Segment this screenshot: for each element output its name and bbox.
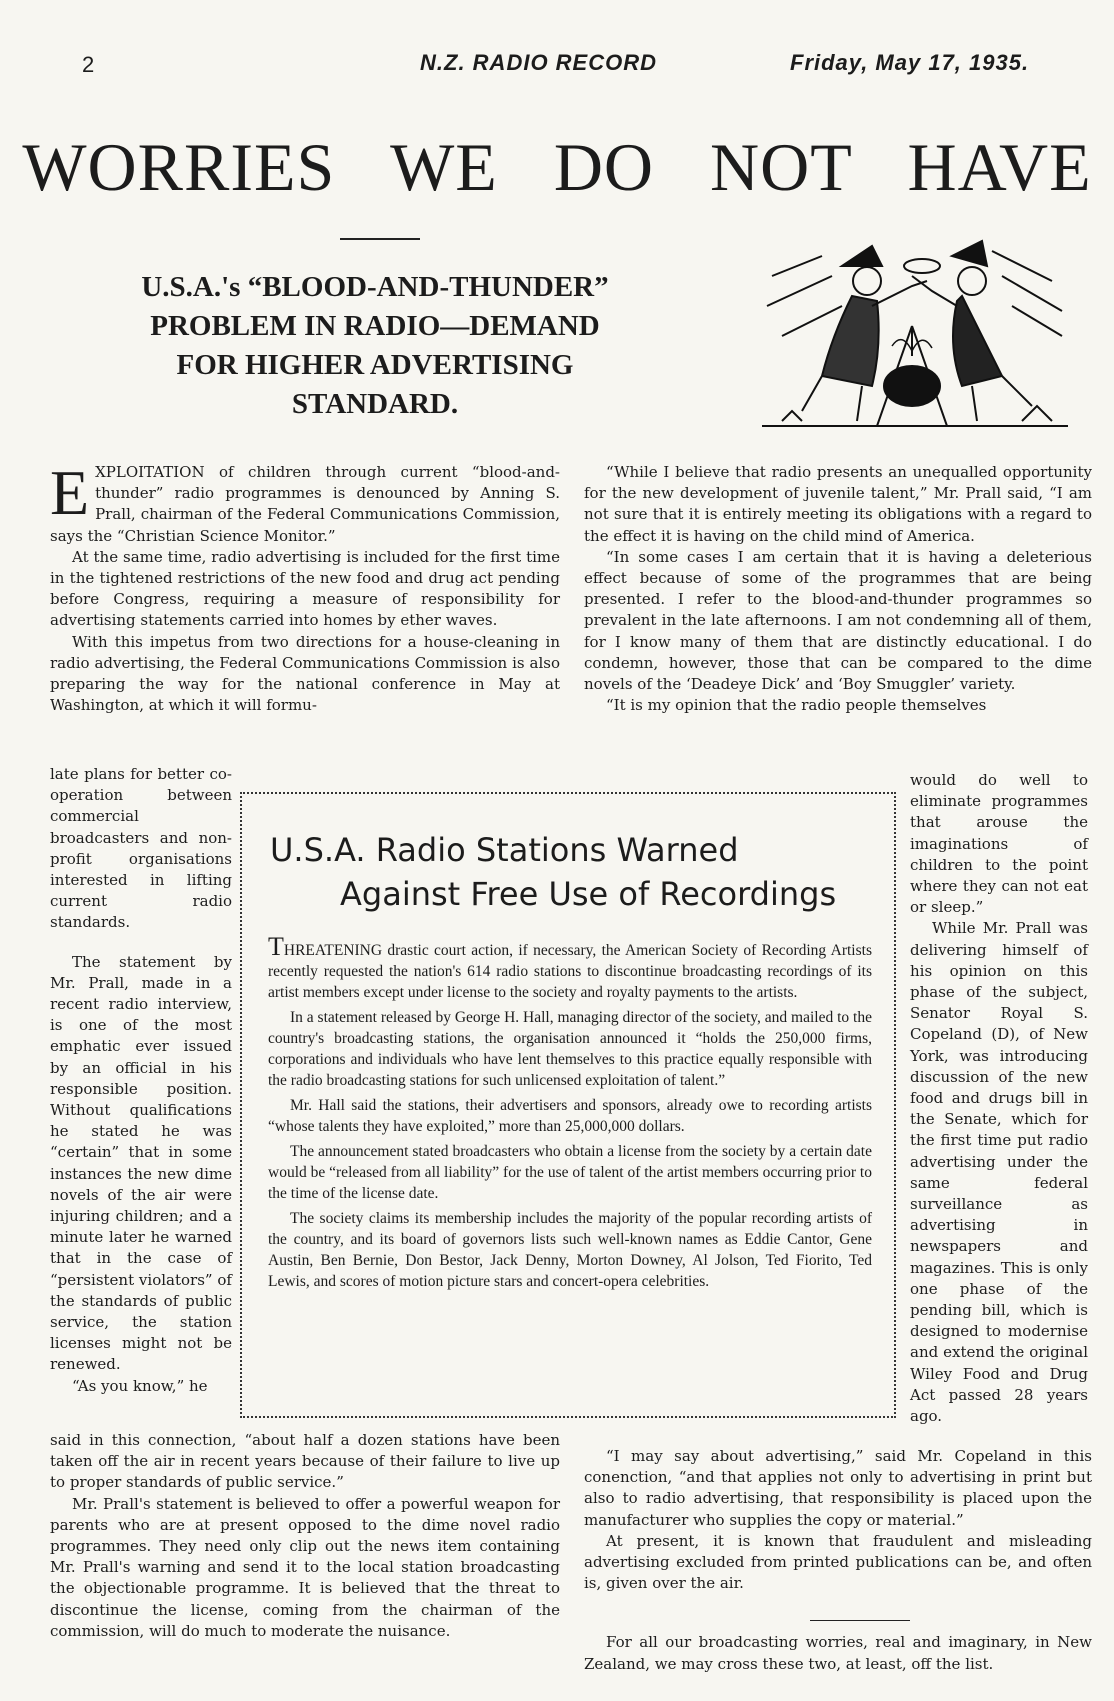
right-column-bottom xyxy=(584,1446,1092,1675)
paragraph: “I may say about advertising,” said Mr. Copeland in this conenction, “and that applies not only to advertising in print but also to radio advertising, that responsibility is placed upon the manufacturer who supplies the copy or material.” xyxy=(584,1447,1092,1529)
drop-cap: E xyxy=(50,457,90,528)
subheadline-line: FOR HIGHER ADVERTISING xyxy=(176,349,574,381)
page-number: 2 xyxy=(82,52,95,77)
paragraph: “As you know,” he xyxy=(72,1376,208,1395)
paragraph: The society claims its membership includes the majority of the popular recording artists of the country, and its board of governors lists such well-known names as Eddie Cantor, Gene Austin, Ben Bernie, Don Bestor, Jack Denny, Morton Downey, Al Jolson, Ted Fiorito, Ted Lewis, and scores of motion picture stars and concert-opera celebrities. xyxy=(268,1210,872,1290)
publication-name: N.Z. RADIO RECORD xyxy=(420,50,657,75)
right-column-narrow xyxy=(910,770,1088,1427)
paragraph: The statement by Mr. Prall, made in a recent radio interview, is one of the most emphatic ever issued by an official in his responsible position. Without qualifications he stated he was “certain” that in some instances the new dime novels of the air were injuring children; and a minute later he warned that in the case of “persistent violators” of the standards of public service, the station licenses might not be renewed. xyxy=(50,952,232,1374)
paragraph: said in this connection, “about half a dozen stations have been taken off the air in recent years because of their failure to live up to proper standards of public service.” xyxy=(50,1431,560,1492)
paragraph: “In some cases I am certain that it is having a deleterious effect because of some of the programmes that are being presented. I refer to the blood-and-thunder programmes so prevalent in the late afternoons. I am not condemning all of them, for I know many of them that are distinctly educational. I do condemn, however, those that can be compared to the dime novels of the ‘Deadeye Dick’ and ‘Boy Smuggler’ variety. xyxy=(584,547,1092,694)
left-column-top xyxy=(50,457,560,716)
paragraph: would do well to eliminate programmes that arouse the imaginations of children to the point where they can not eat or sleep.” xyxy=(910,771,1088,917)
left-column-narrow xyxy=(50,764,232,1397)
issue-date: Friday, May 17, 1935. xyxy=(790,50,1030,75)
divider xyxy=(810,1620,910,1621)
paragraph xyxy=(268,932,872,1003)
paragraph: The announcement stated broadcasters who obtain a license from the society by a certain date would be “released from all liability” for the use of talent of the artist members occurring prior to the time of the license date. xyxy=(268,1143,872,1202)
paragraph-text: HREATENING drastic court action, if necessary, the American Society of Recording Artists recently requested the nation's 614 radio stations to discontinue broadcasting recordings of its artist members except under license to the society and royalty payments to the artists. xyxy=(268,942,872,1001)
paragraph: In a statement released by George H. Hall, managing director of the society, and mailed to the country's broadcasting stations, the organisation announced it “holds the 250,000 firms, corporations and individuals who have lent themselves to this practice equally responsible with the radio broadcasting stations for such unlicensed exploitation of talent.” xyxy=(268,1009,872,1089)
paragraph xyxy=(50,457,560,547)
subheadline-line: PROBLEM IN RADIO—DEMAND xyxy=(150,310,600,342)
paragraph: For all our broadcasting worries, real and imaginary, in New Zealand, we may cross these two, at least, off the list. xyxy=(584,1633,1092,1673)
paragraph: Mr. Hall said the stations, their advertisers and sponsors, already owe to recording artists “whose talents they have exploited,” more than 25,000,000 dollars. xyxy=(268,1097,872,1135)
headline: WORRIES WE DO NOT HAVE xyxy=(22,129,1092,205)
divider xyxy=(340,238,420,240)
inset-article-title xyxy=(262,828,882,916)
inset-title-line: Against Free Use of Recordings xyxy=(340,875,837,913)
paragraph: Mr. Prall's statement is believed to offer a powerful weapon for parents who are at present opposed to the dime novel radio programmes. They need only clip out the news item containing Mr. Prall's warning and send it to the local station broadcasting the objectionable programme. It is believed that the threat to discontinue the license, coming from the chairman of the commission, will do much to moderate the nuisance. xyxy=(50,1494,560,1640)
paragraph: At present, it is known that fraudulent and misleading advertising excluded from printed publications can be, and often is, given over the air. xyxy=(584,1531,1092,1593)
drop-cap: T xyxy=(268,932,284,961)
subheadline-line: U.S.A.'s “BLOOD-AND-THUNDER” xyxy=(141,271,609,303)
witches-cauldron-illustration xyxy=(762,236,1068,436)
paragraph: “While I believe that radio presents an unequalled opportunity for the new development of juvenile talent,” Mr. Prall said, “I am not sure that it is entirely meeting its obligations with a regard to the effect it is having on the child mind of America. xyxy=(584,463,1092,545)
subheadline xyxy=(90,268,660,424)
right-column-top xyxy=(584,462,1092,716)
paragraph: While Mr. Prall was delivering himself of his opinion on this phase of the subject, Senator Royal S. Copeland (D), of New York, was introducing discussion of the new food and drugs bill in the Senate, which for the first time put radio advertising under the same federal surveillance as advertising in newspapers and magazines. This is only one phase of the pending bill, which is designed to modernise and extend the original Wiley Food and Drug Act passed 28 years ago. xyxy=(910,919,1088,1426)
paragraph: “It is my opinion that the radio people themselves xyxy=(606,696,987,715)
left-column-bottom xyxy=(50,1430,560,1642)
subheadline-line: STANDARD. xyxy=(291,388,459,420)
paragraph-text: XPLOITATION of children through current “blood-and-thunder” radio programmes is denounced by Anning S. Prall, chairman of the Federal Communications Commission, says the “Christian Science Monitor.” xyxy=(50,463,560,545)
paragraph: late plans for better co-operation between commercial broadcasters and non-profit organisations interested in lifting current radio standards. xyxy=(50,765,232,932)
paragraph: With this impetus from two directions for a house-cleaning in radio advertising, the Federal Communications Commission is also preparing the way for the national conference in May at Washington, at which it will formu- xyxy=(50,632,560,715)
inset-article-body xyxy=(268,932,872,1296)
inset-title-line: U.S.A. Radio Stations Warned xyxy=(270,831,739,869)
paragraph: At the same time, radio advertising is included for the first time in the tightened restrictions of the new food and drug act pending before Congress, requiring a measure of responsibility for advertising statements carried into homes by ether waves. xyxy=(50,547,560,630)
